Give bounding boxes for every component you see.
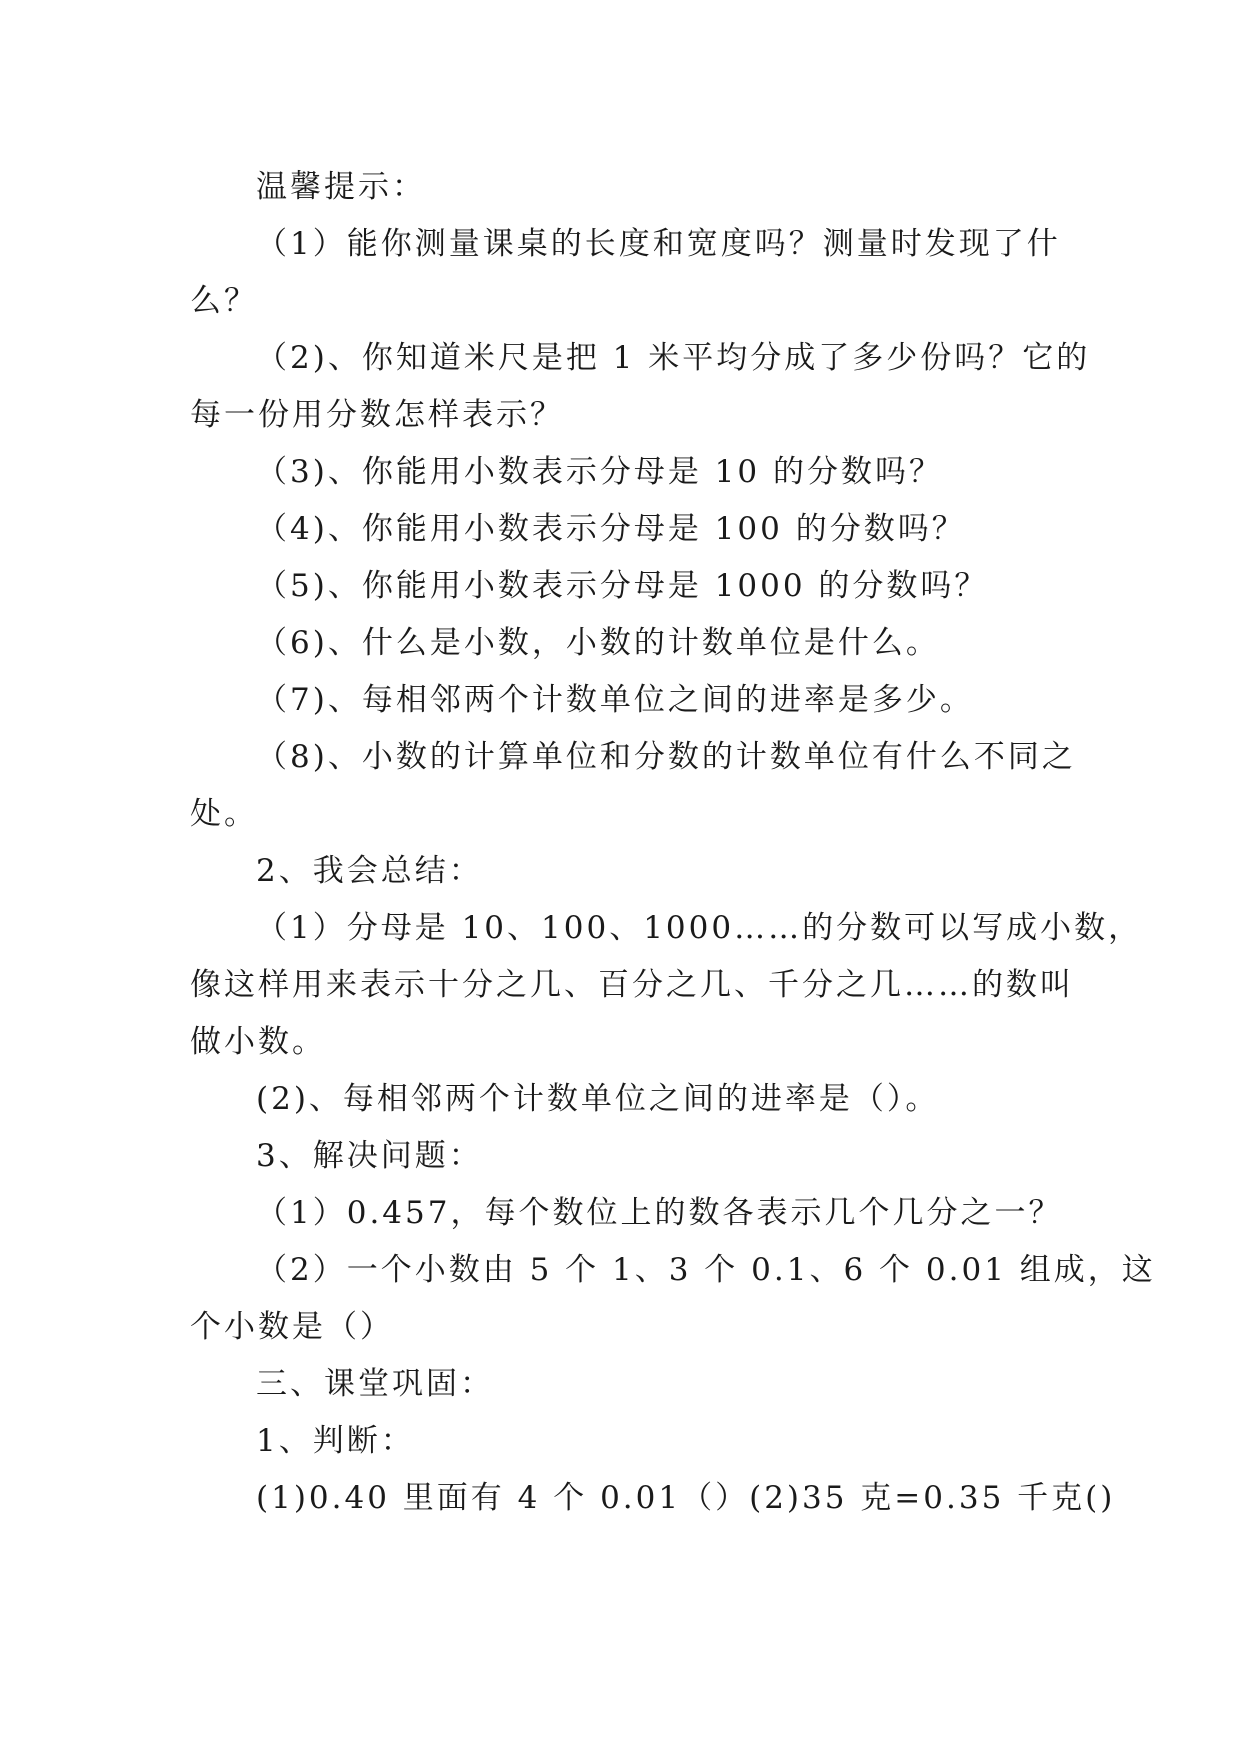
summary-1-line-1: （1）分母是 10、100、1000……的分数可以写成小数， (256, 910, 1143, 946)
problem-2-line-2: 个小数是（） (190, 1309, 394, 1345)
question-8-line-1: （8)、小数的计算单位和分数的计数单位有什么不同之 (256, 739, 1076, 775)
question-2-line-2: 每一份用分数怎样表示？ (190, 397, 564, 433)
question-4: （4)、你能用小数表示分母是 100 的分数吗？ (256, 511, 966, 547)
question-5: （5)、你能用小数表示分母是 1000 的分数吗？ (256, 568, 989, 604)
summary-2: (2)、每相邻两个计数单位之间的进率是（）。 (256, 1081, 940, 1117)
summary-heading: 2、我会总结： (256, 853, 483, 889)
consolidation-heading: 三、课堂巩固： (256, 1366, 494, 1402)
question-2-line-1: （2)、你知道米尺是把 1 米平均分成了多少份吗？它的 (256, 340, 1091, 376)
problem-2-line-1: （2）一个小数由 5 个 1、3 个 0.1、6 个 0.01 组成，这 (256, 1252, 1156, 1288)
judge-heading: 1、判断： (256, 1423, 415, 1459)
question-3: （3)、你能用小数表示分母是 10 的分数吗？ (256, 454, 943, 490)
summary-1-line-3: 做小数。 (190, 1024, 326, 1060)
tips-heading: 温馨提示： (256, 169, 426, 205)
question-8-line-2: 处。 (190, 796, 258, 832)
problem-1: （1）0.457，每个数位上的数各表示几个几分之一？ (256, 1195, 1063, 1231)
judge-items: (1)0.40 里面有 4 个 0.01（）(2)35 克=0.35 千克() (256, 1480, 1116, 1516)
question-1-line-1: （1）能你测量课桌的长度和宽度吗？测量时发现了什 (256, 226, 1061, 262)
problems-heading: 3、解决问题： (256, 1138, 483, 1174)
question-7: （7)、每相邻两个计数单位之间的进率是多少。 (256, 682, 974, 718)
question-6: （6)、什么是小数，小数的计数单位是什么。 (256, 625, 940, 661)
summary-1-line-2: 像这样用来表示十分之几、百分之几、千分之几……的数叫 (190, 967, 1074, 1003)
question-1-line-2: 么？ (190, 283, 258, 319)
